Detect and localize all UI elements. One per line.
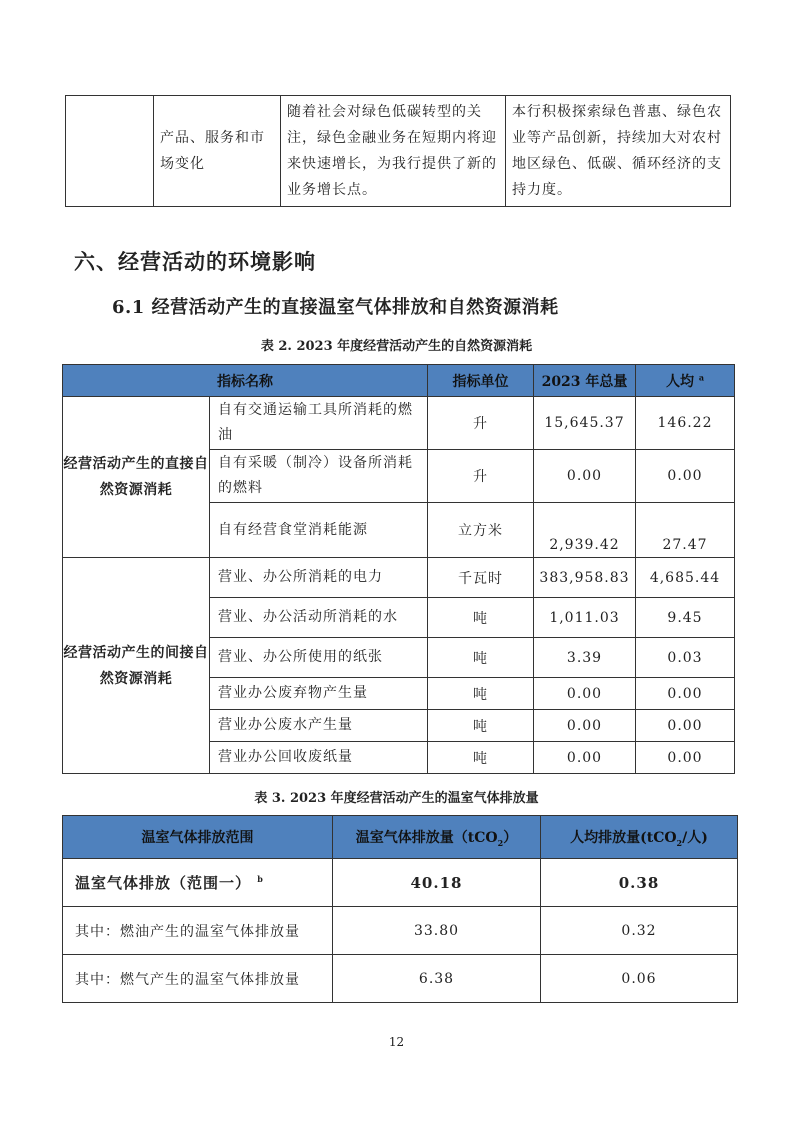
table-row: [63, 558, 735, 598]
table-row: [63, 907, 738, 955]
header-emission-suffix: ）: [503, 829, 518, 846]
per-capita-value: 0.38: [541, 859, 738, 907]
section-heading: 六、经营活动的环境影响: [74, 249, 316, 274]
indicator-name: 营业办公废水产生量: [210, 710, 428, 742]
header-emission: [333, 816, 541, 859]
header-unit: 指标单位: [428, 365, 534, 397]
indicator-total: 2,939.42: [534, 503, 636, 558]
emission-scope-label: [63, 859, 333, 907]
indicator-total: 383,958.83: [534, 558, 636, 598]
per-capita-value: 0.06: [541, 955, 738, 1003]
footnote-marker: b: [257, 874, 264, 884]
indicator-per-capita: 0.03: [636, 638, 735, 678]
indicator-total: 15,645.37: [534, 397, 636, 450]
emission-value: 6.38: [333, 955, 541, 1003]
footnote-marker: a: [698, 371, 705, 382]
indicator-name: 营业、办公所消耗的电力: [210, 558, 428, 598]
indicator-unit: 升: [428, 450, 534, 503]
header-per-capita-label: 人均: [665, 373, 694, 390]
indicator-unit: 立方米: [428, 503, 534, 558]
group-label: 经营活动产生的间接自然资源消耗: [63, 558, 210, 774]
indicator-per-capita: 0.00: [636, 450, 735, 503]
header-per-capita-label: 人均排放量(tCO: [570, 829, 677, 846]
indicator-name: 营业、办公所使用的纸张: [210, 638, 428, 678]
emission-scope-label: 其中：燃气产生的温室气体排放量: [63, 955, 333, 1003]
header-total: 2023 年总量: [534, 365, 636, 397]
indicator-unit: 吨: [428, 638, 534, 678]
resource-consumption-table: [62, 364, 735, 774]
indicator-per-capita: 0.00: [636, 742, 735, 774]
indicator-name: 营业、办公活动所消耗的水: [210, 598, 428, 638]
header-scope: 温室气体排放范围: [63, 816, 333, 859]
header-indicator-name: 指标名称: [63, 365, 428, 397]
subscript: 2: [497, 837, 504, 848]
indicator-per-capita: 0.00: [636, 710, 735, 742]
page-number: 12: [388, 1035, 405, 1049]
header-emission-label: 温室气体排放量（tCO: [355, 829, 498, 846]
indicator-total: 1,011.03: [534, 598, 636, 638]
indicator-name: 自有交通运输工具所消耗的燃油: [210, 397, 428, 450]
indicator-name: 营业办公废弃物产生量: [210, 678, 428, 710]
indicator-name: 自有采暖（制冷）设备所消耗的燃料: [210, 450, 428, 503]
table-cell: 随着社会对绿色低碳转型的关注，绿色金融业务在短期内将迎来快速增长，为我行提供了新的业务增长点。: [281, 96, 506, 207]
header-per-capita: [636, 365, 735, 397]
indicator-unit: 升: [428, 397, 534, 450]
indicator-unit: 吨: [428, 598, 534, 638]
table-header-row: [63, 816, 738, 859]
indicator-unit: 吨: [428, 678, 534, 710]
header-per-capita-emission: [541, 816, 738, 859]
indicator-total: 0.00: [534, 678, 636, 710]
indicator-unit: 吨: [428, 710, 534, 742]
table-caption: 表 2. 2023 年度经营活动产生的自然资源消耗: [260, 339, 533, 354]
indicator-total: 0.00: [534, 710, 636, 742]
table-row: [63, 859, 738, 907]
indicator-per-capita: 146.22: [636, 397, 735, 450]
table-row: [63, 397, 735, 450]
carry-over-table: [65, 95, 731, 207]
indicator-per-capita: 27.47: [636, 503, 735, 558]
indicator-unit: 千瓦时: [428, 558, 534, 598]
indicator-total: 0.00: [534, 742, 636, 774]
table-cell: [66, 96, 154, 207]
table-caption: 表 3. 2023 年度经营活动产生的温室气体排放量: [254, 791, 539, 806]
per-capita-value: 0.32: [541, 907, 738, 955]
indicator-per-capita: 9.45: [636, 598, 735, 638]
table-cell: 产品、服务和市场变化: [154, 96, 281, 207]
scope-label-text: 温室气体排放（范围一）: [75, 874, 252, 892]
subscript: 2: [676, 837, 683, 848]
indicator-unit: 吨: [428, 742, 534, 774]
table-row: [66, 96, 731, 207]
indicator-name: 自有经营食堂消耗能源: [210, 503, 428, 558]
emission-scope-label: 其中：燃油产生的温室气体排放量: [63, 907, 333, 955]
group-label: 经营活动产生的直接自然资源消耗: [63, 397, 210, 558]
indicator-per-capita: 0.00: [636, 678, 735, 710]
table-row: [63, 955, 738, 1003]
indicator-total: 0.00: [534, 450, 636, 503]
indicator-total: 3.39: [534, 638, 636, 678]
ghg-emission-table: [62, 815, 738, 1003]
table-cell: 本行积极探索绿色普惠、绿色农业等产品创新，持续加大对农村地区绿色、低碳、循环经济的支持力度。: [506, 96, 731, 207]
table-header-row: [63, 365, 735, 397]
subsection-heading: 6.1 经营活动产生的直接温室气体排放和自然资源消耗: [112, 297, 559, 318]
indicator-name: 营业办公回收废纸量: [210, 742, 428, 774]
header-per-capita-suffix: /人): [682, 829, 708, 846]
emission-value: 40.18: [333, 859, 541, 907]
emission-value: 33.80: [333, 907, 541, 955]
indicator-per-capita: 4,685.44: [636, 558, 735, 598]
